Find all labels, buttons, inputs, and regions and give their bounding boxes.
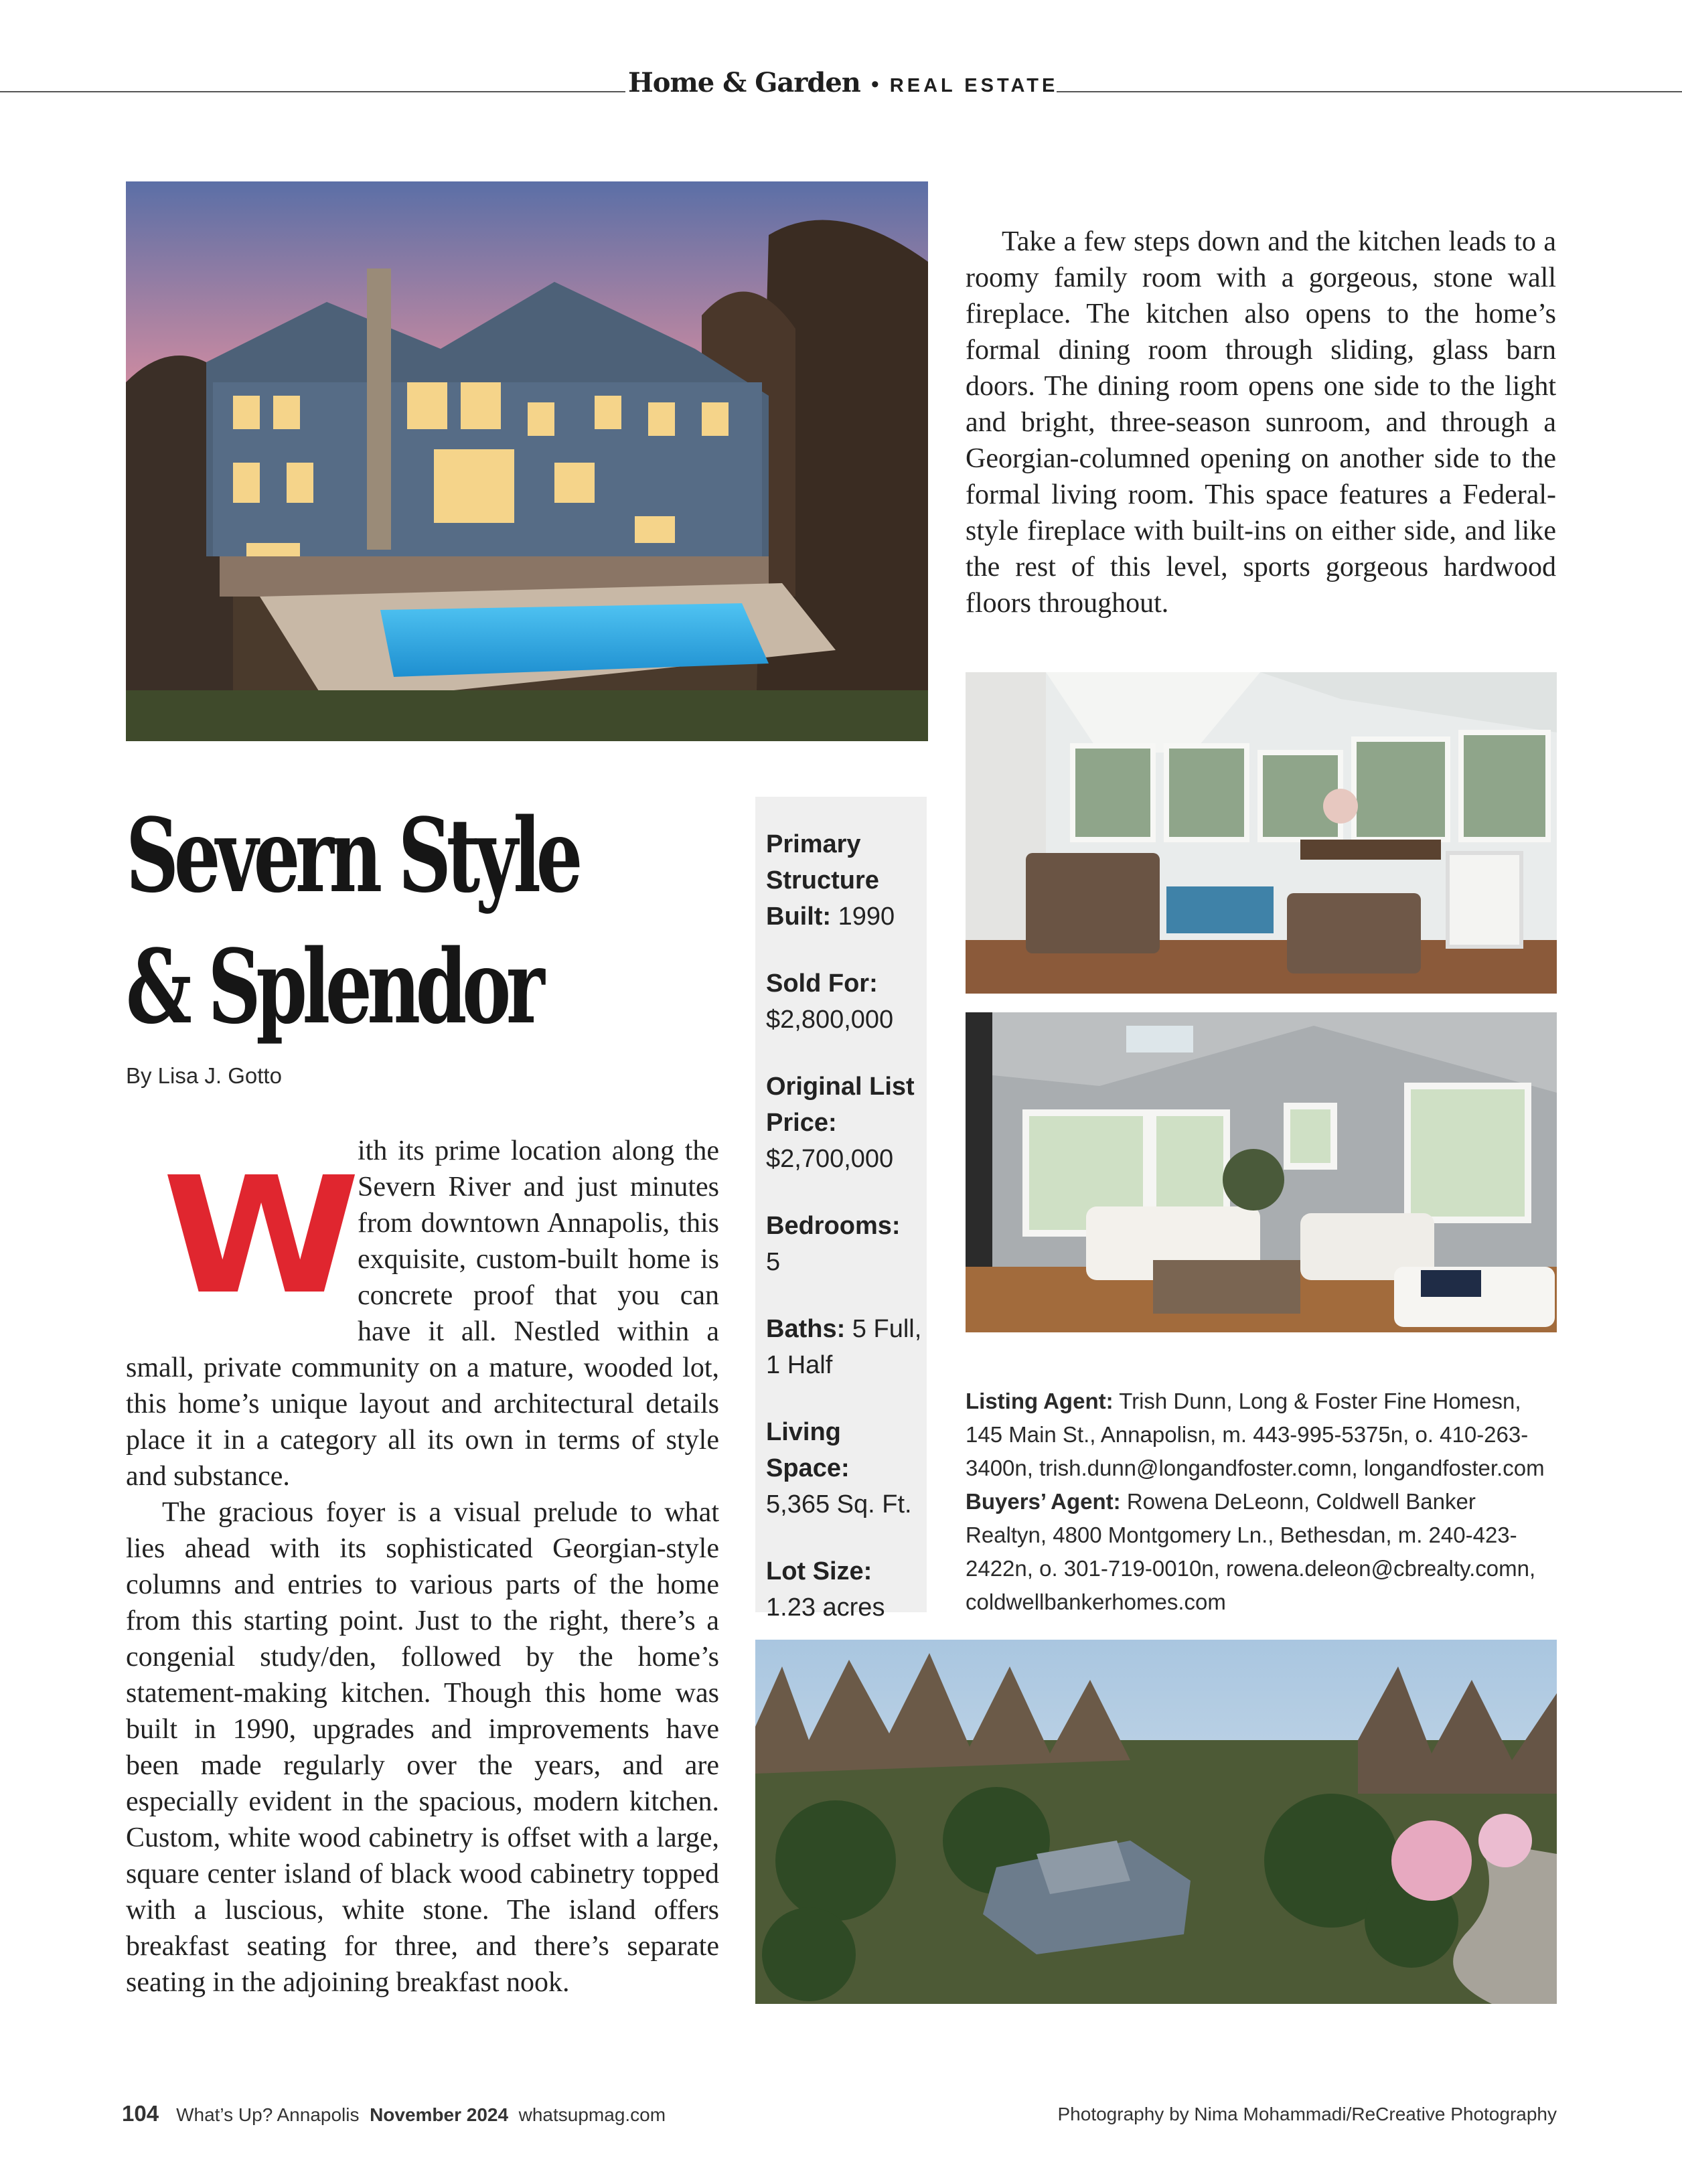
aerial-photo bbox=[755, 1640, 1557, 2004]
stat-built-label: Primary Structure Built: bbox=[766, 830, 879, 931]
buyers-agent-label: Buyers’ Agent: bbox=[966, 1489, 1121, 1514]
intro-paragraph-block bbox=[126, 1133, 719, 1494]
header-separator: • bbox=[870, 72, 879, 97]
stat-lot-label: Lot Size: bbox=[766, 1557, 872, 1585]
agent-info bbox=[966, 1385, 1558, 1619]
header-rule-right bbox=[1057, 91, 1682, 92]
issue-date: November 2024 bbox=[370, 2104, 509, 2125]
stat-sold-value: $2,800,000 bbox=[766, 1006, 894, 1034]
buyers-agent-text: Rowena DeLeonn, Coldwell Banker Realtyn, 4800 Montgomery Ln., Bethesdan, m. 240-423-2422n, o. 301-719-0010n, rowena.deleon@cbrealty.comn, coldwellbankerhomes.com bbox=[966, 1489, 1536, 1614]
stat-list-price bbox=[766, 1069, 927, 1177]
subsection-name: REAL ESTATE bbox=[889, 75, 1059, 96]
stat-bedrooms bbox=[766, 1208, 927, 1280]
title-line-2: & Splendor bbox=[126, 927, 540, 1046]
stat-list-value: $2,700,000 bbox=[766, 1145, 894, 1173]
stat-bedrooms-label: Bedrooms: bbox=[766, 1212, 901, 1240]
article-title bbox=[126, 790, 579, 1052]
stat-baths-value: 5 Full, 1 Half bbox=[766, 1315, 922, 1379]
section-name: Home & Garden bbox=[628, 67, 860, 98]
property-stats-box bbox=[755, 797, 927, 1622]
stat-built bbox=[766, 826, 927, 935]
stat-bedrooms-value: 5 bbox=[766, 1248, 781, 1276]
stat-built-value: 1990 bbox=[838, 903, 895, 931]
website: whatsupmag.com bbox=[518, 2104, 666, 2125]
stat-living-value: 5,365 Sq. Ft. bbox=[766, 1490, 912, 1518]
publication-name: What’s Up? Annapolis bbox=[176, 2104, 360, 2125]
byline: By Lisa J. Gotto bbox=[126, 1063, 282, 1088]
drop-cap-space bbox=[126, 1133, 358, 1350]
listing-agent-label: Listing Agent: bbox=[966, 1389, 1114, 1413]
stat-baths bbox=[766, 1311, 927, 1383]
stat-lot-size bbox=[766, 1553, 927, 1626]
header-rule-left bbox=[0, 91, 625, 92]
stat-lot-value: 1.23 acres bbox=[766, 1593, 885, 1622]
listing-agent-text: Trish Dunn, Long & Foster Fine Homesn, 145 Main St., Annapolisn, m. 443-995-5375n, o. 410-263-3400n, trish.dunn@longandfoster.comn, longandfoster.com bbox=[966, 1389, 1545, 1480]
footer-left bbox=[122, 2101, 666, 2126]
drop-cap: W bbox=[162, 1142, 361, 1330]
living-room-photo bbox=[966, 1012, 1557, 1332]
body-paragraph-3: Take a few steps down and the kitchen leads to a roomy family room with a gorgeous, stone wall fireplace. The kitchen also opens to the home’s formal dining room through sliding, glass barn doors. The dining room opens one side to the light and bright, three-season sunroom, and through a Georgian-columned opening on another side to the formal living room. This space features a Federal-style fireplace with built-ins on either side, and like the rest of this level, sports gorgeous hardwood floors throughout. bbox=[966, 226, 1556, 619]
body-paragraph-2: The gracious foyer is a visual prelude to what lies ahead with its sophisticated Georgian-style columns and entries to various parts of the home from this starting point. Just to the right, there’s a congenial study/den, followed by the home’s statement-making kitchen. Though this home was built in 1990, upgrades and improvements have been made regularly over the years, and are especially evident in the spacious, modern kitchen. Custom, white wood cabinetry is offset with a large, square center island of black wood cabinetry topped with a luscious, white stone. The island offers breakfast seating for three, and there’s separate seating in the adjoining breakfast nook. bbox=[126, 1497, 719, 1998]
stat-sold-label: Sold For: bbox=[766, 969, 878, 998]
sunroom-photo bbox=[966, 672, 1557, 994]
section-header bbox=[628, 67, 1057, 98]
title-line-1: Severn Style bbox=[126, 795, 579, 915]
stat-list-label: Original List Price: bbox=[766, 1073, 915, 1137]
intro-paragraph: ith its prime location along the Severn River and just minutes from downtown Annapolis, this exquisite, custom-built home is concrete proof that you can have it all. Nestled within a small, private community on a mature, wooded lot, this home’s unique layout and architectural details place it in a category all its own in terms of style and substance. bbox=[126, 1136, 719, 1492]
photo-credit: Photography by Nima Mohammadi/ReCreative Photography bbox=[1057, 2104, 1557, 2124]
exterior-pool-photo bbox=[126, 181, 928, 741]
stat-living-label: Living Space: bbox=[766, 1418, 850, 1482]
stat-living-space bbox=[766, 1414, 927, 1523]
page-number: 104 bbox=[122, 2101, 159, 2126]
stat-sold bbox=[766, 965, 927, 1038]
stat-baths-label: Baths: bbox=[766, 1315, 846, 1343]
